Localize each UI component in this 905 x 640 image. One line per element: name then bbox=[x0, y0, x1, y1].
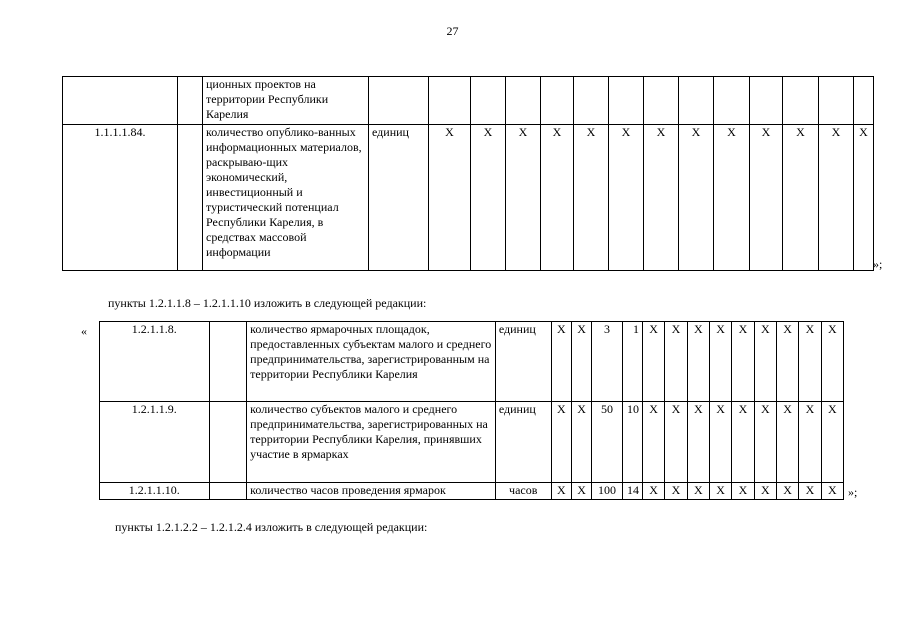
table-row bbox=[100, 402, 844, 483]
value-cell: Х bbox=[687, 483, 709, 500]
value-cell bbox=[644, 77, 679, 125]
empty-cell bbox=[209, 402, 247, 483]
value-cell bbox=[819, 77, 854, 125]
value-cell: Х bbox=[783, 125, 819, 271]
value-cell bbox=[609, 77, 644, 125]
value-cell: Х bbox=[776, 402, 798, 483]
value-cell: Х bbox=[709, 322, 731, 402]
value-cell bbox=[783, 77, 819, 125]
value-cell: Х bbox=[799, 402, 821, 483]
value-cell: 14 bbox=[622, 483, 642, 500]
table-row bbox=[63, 77, 874, 125]
row-unit: часов bbox=[495, 483, 551, 500]
value-cell: Х bbox=[687, 402, 709, 483]
opening-quote: « bbox=[81, 324, 87, 338]
value-cell: Х bbox=[799, 322, 821, 402]
value-cell bbox=[750, 77, 783, 125]
value-cell bbox=[471, 77, 506, 125]
row-unit: единиц bbox=[495, 322, 551, 402]
value-cell: Х bbox=[644, 125, 679, 271]
value-cell: 3 bbox=[592, 322, 622, 402]
value-cell: Х bbox=[574, 125, 609, 271]
value-cell: Х bbox=[854, 125, 874, 271]
closing-quote: »; bbox=[873, 257, 883, 271]
value-cell: Х bbox=[754, 483, 776, 500]
value-cell: Х bbox=[709, 483, 731, 500]
value-cell: Х bbox=[551, 402, 571, 483]
row-description: ционных проектов на территории Республики Карелия bbox=[203, 77, 369, 125]
paragraph: пункты 1.2.1.1.8 – 1.2.1.1.10 изложить в следующей редакции: bbox=[108, 296, 427, 310]
value-cell: Х bbox=[750, 125, 783, 271]
empty-cell bbox=[209, 483, 247, 500]
value-cell: Х bbox=[551, 322, 571, 402]
value-cell: Х bbox=[609, 125, 644, 271]
empty-cell bbox=[209, 322, 247, 402]
value-cell: Х bbox=[551, 483, 571, 500]
value-cell: 1 bbox=[622, 322, 642, 402]
row-description: количество субъектов малого и среднего предпринимательства, зарегистрированных на территории Республики Карелия, принявших участие в ярмарках bbox=[247, 402, 496, 483]
value-cell: Х bbox=[714, 125, 750, 271]
value-cell: Х bbox=[821, 483, 843, 500]
row-code: 1.1.1.1.84. bbox=[63, 125, 178, 271]
value-cell: Х bbox=[776, 483, 798, 500]
value-cell: Х bbox=[821, 402, 843, 483]
value-cell: 50 bbox=[592, 402, 622, 483]
value-cell: Х bbox=[665, 402, 687, 483]
empty-cell bbox=[178, 77, 203, 125]
value-cell: Х bbox=[679, 125, 714, 271]
row-unit: единиц bbox=[369, 125, 429, 271]
value-cell: Х bbox=[642, 402, 664, 483]
value-cell: Х bbox=[571, 402, 591, 483]
value-cell: Х bbox=[506, 125, 541, 271]
value-cell bbox=[714, 77, 750, 125]
value-cell: Х bbox=[471, 125, 506, 271]
value-cell bbox=[506, 77, 541, 125]
value-cell: 10 bbox=[622, 402, 642, 483]
value-cell: Х bbox=[429, 125, 471, 271]
paragraph: пункты 1.2.1.2.2 – 1.2.1.2.4 изложить в следующей редакции: bbox=[115, 520, 428, 534]
value-cell: Х bbox=[541, 125, 574, 271]
value-cell bbox=[574, 77, 609, 125]
table-row bbox=[63, 125, 874, 271]
value-cell bbox=[541, 77, 574, 125]
value-cell bbox=[854, 77, 874, 125]
row-code: 1.2.1.1.9. bbox=[100, 402, 210, 483]
value-cell: Х bbox=[754, 402, 776, 483]
value-cell bbox=[679, 77, 714, 125]
table-row bbox=[100, 322, 844, 402]
value-cell: Х bbox=[732, 322, 754, 402]
value-cell: Х bbox=[665, 483, 687, 500]
value-cell: 100 bbox=[592, 483, 622, 500]
row-description: количество опублико-ванных информационных материалов, раскрываю-щих экономический, инвестиционный и туристический потенциал Республики Карелия, в средствах массовой информации bbox=[203, 125, 369, 271]
closing-quote: »; bbox=[848, 485, 858, 499]
row-code bbox=[63, 77, 178, 125]
value-cell: Х bbox=[819, 125, 854, 271]
value-cell: Х bbox=[754, 322, 776, 402]
value-cell bbox=[429, 77, 471, 125]
row-code: 1.2.1.1.8. bbox=[100, 322, 210, 402]
value-cell: Х bbox=[799, 483, 821, 500]
value-cell: Х bbox=[642, 322, 664, 402]
value-cell: Х bbox=[732, 483, 754, 500]
value-cell: Х bbox=[571, 322, 591, 402]
value-cell: Х bbox=[642, 483, 664, 500]
row-unit: единиц bbox=[495, 402, 551, 483]
value-cell: Х bbox=[776, 322, 798, 402]
table-row bbox=[100, 483, 844, 500]
value-cell: Х bbox=[665, 322, 687, 402]
indicator-table-2 bbox=[99, 321, 844, 500]
row-code: 1.2.1.1.10. bbox=[100, 483, 210, 500]
row-description: количество часов проведения ярмарок bbox=[247, 483, 496, 500]
value-cell: Х bbox=[571, 483, 591, 500]
page-number: 27 bbox=[446, 24, 459, 38]
empty-cell bbox=[178, 125, 203, 271]
row-description: количество ярмарочных площадок, предоставленных субъектам малого и среднего предпринимательства, зарегистрированным на территории Республики Карелия bbox=[247, 322, 496, 402]
indicator-table-1 bbox=[62, 76, 874, 271]
row-unit bbox=[369, 77, 429, 125]
value-cell: Х bbox=[687, 322, 709, 402]
value-cell: Х bbox=[821, 322, 843, 402]
value-cell: Х bbox=[732, 402, 754, 483]
value-cell: Х bbox=[709, 402, 731, 483]
